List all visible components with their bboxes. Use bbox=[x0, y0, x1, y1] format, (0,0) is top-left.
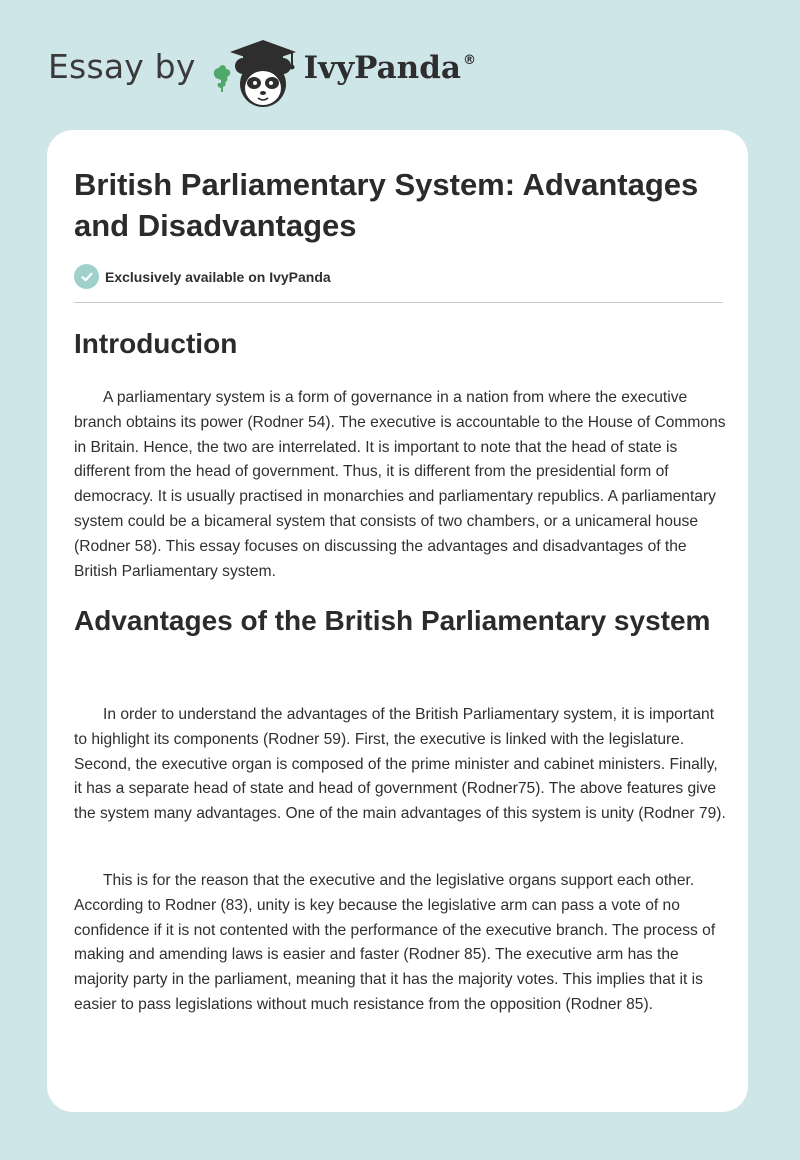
paragraph: This is for the reason that the executive and the legislative organs support each other. According to Rodner (83), unity is key because the legislative arm can pass a vote of no confidence if it is not contented with the performance of the executive branch. The process of making and amending laws is easier and faster (Rodner 85). The executive arm has the majority party in the parliament, meaning that it has the majority votes. This implies that it is easier to pass legislations without much resistance from the opposition (Rodner 85). bbox=[74, 872, 716, 1013]
checkmark-icon bbox=[74, 264, 99, 289]
page-title: British Parliamentary System: Advantages and Disadvantages bbox=[74, 167, 699, 243]
site-header bbox=[48, 30, 476, 110]
brand-name[interactable] bbox=[304, 50, 476, 86]
paragraph: A parliamentary system is a form of governance in a nation from where the executive branch obtains its power (Rodner 54). The executive is accountable to the House of Commons in Britain. Hence, the two are interrelated. It is important to note that the head of state is different from the head of government. Thus, it is different from the presidential form of democracy. It is usually practised in monarchies and parliamentary republics. A parliamentary system could be a bicameral system that consists of two chambers, or a unicameral house (Rodner 58). This essay focuses on discussing the advantages and disadvantages of the British Parliamentary system. bbox=[74, 389, 726, 580]
essay-card bbox=[47, 130, 748, 1112]
essay-by-label: Essay by bbox=[48, 46, 196, 86]
exclusive-badge bbox=[74, 264, 331, 289]
divider bbox=[74, 302, 723, 303]
ivy-leaf-icon bbox=[213, 65, 229, 92]
section-heading-advantages: Advantages of the British Parliamentary system bbox=[74, 605, 711, 636]
panda-graduate-icon[interactable] bbox=[210, 30, 300, 110]
paragraph: In order to understand the advantages of the British Parliamentary system, it is important to highlight its components (Rodner 59). First, the executive is linked with the legislature. Second, the executive organ is composed of the prime minister and cabinet ministers. Finally, it has a separate head of state and head of government (Rodner75). The above features give the system many advantages. One of the main advantages of this system is unity (Rodner 79). bbox=[74, 706, 726, 823]
brand-label: IvyPanda bbox=[303, 50, 461, 86]
section-heading-introduction: Introduction bbox=[74, 328, 238, 359]
registered-mark: ® bbox=[462, 53, 476, 68]
exclusive-badge-label: Exclusively available on IvyPanda bbox=[105, 268, 331, 285]
